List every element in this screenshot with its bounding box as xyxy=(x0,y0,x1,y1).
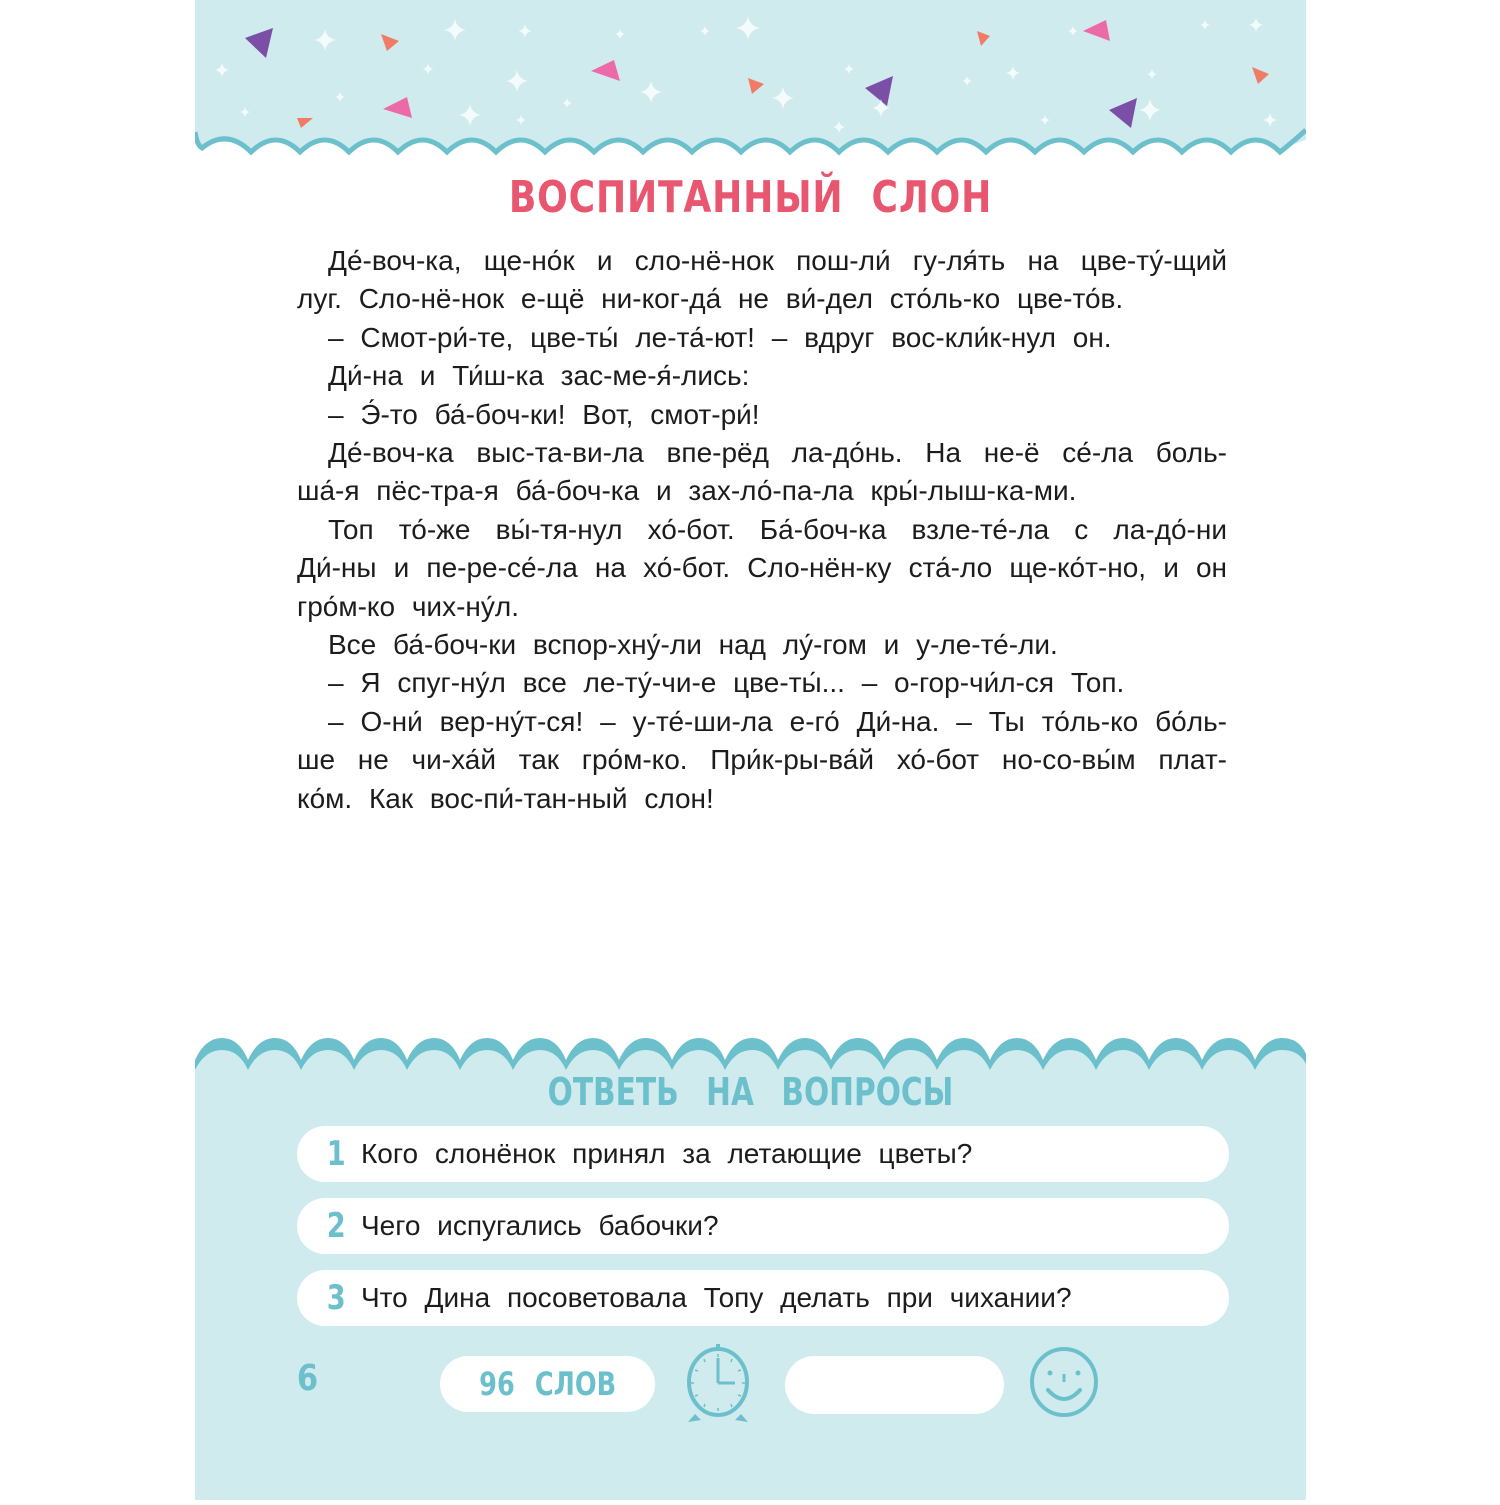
question-item xyxy=(297,1270,1229,1326)
story-title: ВОСПИТАННЫЙ СЛОН xyxy=(508,172,993,223)
question-item xyxy=(297,1126,1229,1182)
story-paragraph: – Смот-ри́-те, цве-ты́ ле-та́-ют! – вдруг вос-кли́к-нул он. xyxy=(328,321,1112,353)
page-footer xyxy=(195,1340,1306,1430)
word-count-badge xyxy=(440,1356,655,1412)
story-paragraph: Все ба́-боч-ки вспор-хну́-ли над лу́-гом и у-ле-те́-ли. xyxy=(328,629,1058,661)
questions-list xyxy=(297,1126,1229,1342)
question-text: Что Дина посоветовала Топу делать при чихании? xyxy=(361,1282,1072,1313)
confetti-background-icon xyxy=(195,0,1306,160)
question-number: 2 xyxy=(326,1206,346,1246)
story-paragraph: Де́-воч-ка, ще-но́к и сло-нё-нок пош-ли́ гу-ля́ть на цве-ту́-щий луг. Сло-нё-нок е-щё ни-ког-да́ не ви́-дел сто́ль-ко цве-то́в. xyxy=(297,245,1227,315)
story-text xyxy=(297,242,1227,818)
story-paragraph: – Э́-то ба́-боч-ки! Вот, смот-ри́! xyxy=(328,398,760,430)
book-page xyxy=(195,0,1306,1500)
question-number: 3 xyxy=(326,1278,346,1318)
questions-title: ОТВЕТЬ НА ВОПРОСЫ xyxy=(547,1070,954,1114)
story-paragraph: Топ то́-же вы́-тя-нул хо́-бот. Ба́-боч-ка взле-те́-ла с ла-до́-ни Ди́-ны и пе-ре-се́-ла на хо́-бот. Сло-нён-ку ста́-ло ще-ко́т-но, и он гро́м-ко чих-ну́л. xyxy=(297,513,1227,622)
story-paragraph: Де́-воч-ка выс-та-ви-ла впе-рёд ла-до́нь. На не-ё се́-ла боль-ша́-я пёс-тра-я ба́-боч-ка и зах-ло́-па-ла кры́-лыш-ка-ми. xyxy=(297,437,1227,507)
question-item xyxy=(297,1198,1229,1254)
story-paragraph: – О-ни́ вер-ну́т-ся! – у-те́-ши-ла е-го́ Ди́-на. – Ты то́ль-ко бо́ль-ше не чи-ха́й так гро́м-ко. При́к-ры-ва́й хо́-бот но-со-вы́м плат-ко́м. Как вос-пи́-тан-ный слон! xyxy=(297,705,1227,814)
word-count-label: 96 СЛОВ xyxy=(478,1365,617,1403)
smiley-face-icon xyxy=(1028,1346,1100,1418)
question-text: Кого слонёнок принял за летающие цветы? xyxy=(361,1138,973,1169)
story-paragraph: – Я спуг-ну́л все ле-ту́-чи-е цве-ты́... – о-гор-чи́л-ся Топ. xyxy=(328,667,1125,699)
decorative-header xyxy=(195,0,1306,160)
question-number: 1 xyxy=(326,1134,346,1174)
story-paragraph: Ди́-на и Ти́ш-ка зас-ме-я́-лись: xyxy=(328,360,750,392)
reading-time-field[interactable] xyxy=(785,1356,1004,1414)
page-number: 6 xyxy=(296,1358,319,1399)
alarm-clock-icon xyxy=(683,1342,753,1424)
question-text: Чего испугались бабочки? xyxy=(361,1210,719,1241)
